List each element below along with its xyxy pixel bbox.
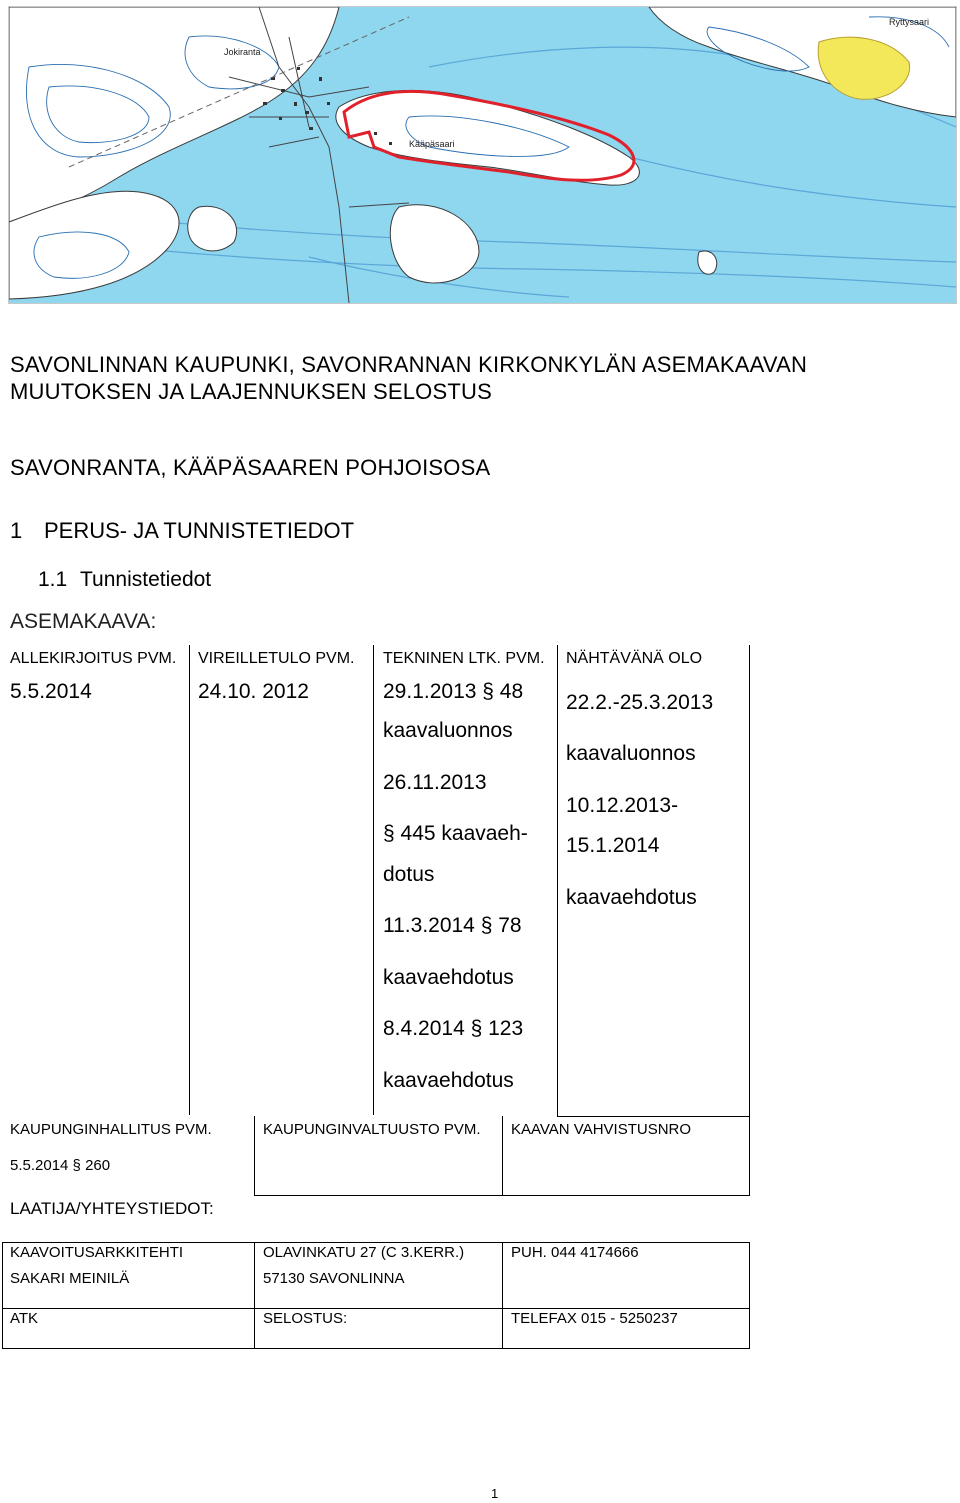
- map-label: Jokiranta: [224, 47, 261, 57]
- map-label: Kääpäsaari: [409, 139, 455, 149]
- section-1-number: 1: [10, 518, 23, 543]
- nahtavana-olo-line: 10.12.2013-: [566, 794, 679, 817]
- tekninen-ltk-line: 11.3.2014 § 78: [383, 914, 522, 937]
- phone: PUH. 044 4174666: [511, 1244, 639, 1261]
- document-title-line-2: MUUTOKSEN JA LAAJENNUKSEN SELOSTUS: [10, 379, 492, 404]
- nahtavana-olo-line: 22.2.-25.3.2013: [566, 691, 714, 714]
- tekninen-ltk-header: TEKNINEN LTK. PVM.: [383, 650, 545, 667]
- allekirjoitus-header: ALLEKIRJOITUS PVM.: [10, 650, 177, 667]
- atk-label: ATK: [10, 1310, 39, 1327]
- tekninen-ltk-line: 26.11.2013: [383, 771, 487, 794]
- author-name: SAKARI MEINILÄ: [10, 1270, 130, 1287]
- nahtavana-olo-line: kaavaluonnos: [566, 742, 696, 765]
- asemakaava-label: ASEMAKAAVA:: [10, 610, 157, 633]
- kaupunginvaltuusto-header: KAUPUNGINVALTUUSTO PVM.: [263, 1121, 481, 1138]
- vireilletulo-value: 24.10. 2012: [198, 680, 309, 703]
- nahtavana-olo-line: kaavaehdotus: [566, 886, 697, 909]
- tekninen-ltk-line: kaavaluonnos: [383, 719, 513, 742]
- address-street: OLAVINKATU 27 (C 3.KERR.): [263, 1244, 465, 1261]
- tekninen-ltk-line: 29.1.2013 § 48: [383, 680, 524, 703]
- tekninen-ltk-line: 8.4.2014 § 123: [383, 1017, 524, 1040]
- selostus-label: SELOSTUS:: [263, 1310, 348, 1327]
- page-number: 1: [491, 1486, 499, 1501]
- tekninen-ltk-line: dotus: [383, 863, 435, 886]
- section-1-1-number: 1.1: [38, 568, 68, 591]
- telefax: TELEFAX 015 - 5250237: [511, 1310, 678, 1327]
- map-label: Ryttysaari: [889, 17, 930, 27]
- nahtavana-olo-header: NÄHTÄVÄNÄ OLO: [566, 650, 703, 667]
- section-1-1-heading: Tunnistetiedot: [80, 568, 212, 591]
- kaupunginhallitus-value: 5.5.2014 § 260: [10, 1157, 111, 1174]
- document-title-line-1: SAVONLINNAN KAUPUNKI, SAVONRANNAN KIRKONKYLÄN ASEMAKAAVAN: [10, 352, 808, 377]
- section-1-heading: PERUS- JA TUNNISTETIEDOT: [44, 518, 355, 543]
- document-subtitle: SAVONRANTA, KÄÄPÄSAAREN POHJOISOSA: [10, 455, 491, 480]
- tekninen-ltk-line: § 445 kaavaeh-: [383, 822, 528, 845]
- address-city: 57130 SAVONLINNA: [263, 1270, 405, 1287]
- location-map: [8, 6, 957, 304]
- tekninen-ltk-line: kaavaehdotus: [383, 1069, 514, 1092]
- kaupunginhallitus-header: KAUPUNGINHALLITUS PVM.: [10, 1121, 212, 1138]
- author-title: KAAVOITUSARKKITEHTI: [10, 1244, 184, 1261]
- laatija-label: LAATIJA/YHTEYSTIEDOT:: [10, 1199, 214, 1218]
- tekninen-ltk-line: kaavaehdotus: [383, 966, 514, 989]
- vireilletulo-header: VIREILLETULO PVM.: [198, 650, 355, 667]
- allekirjoitus-value: 5.5.2014: [10, 680, 92, 703]
- nahtavana-olo-line: 15.1.2014: [566, 834, 660, 857]
- vahvistusnro-header: KAAVAN VAHVISTUSNRO: [511, 1121, 692, 1138]
